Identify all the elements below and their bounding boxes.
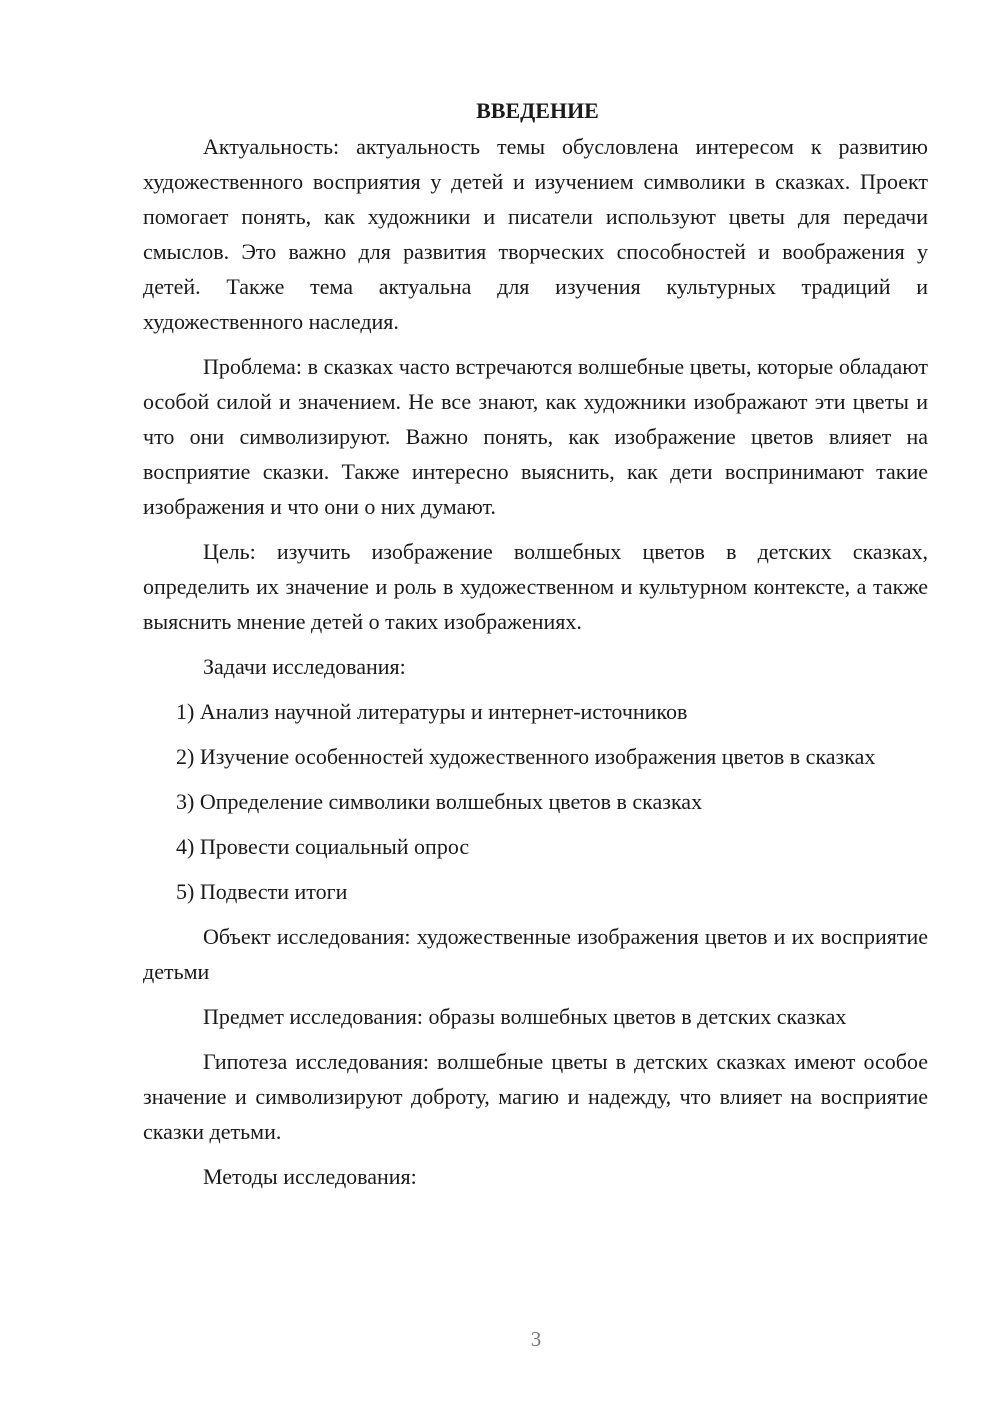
goal-paragraph: Цель: изучить изображение волшебных цветов в детских сказках, определить их значение и роль в художественном и культурном контексте, а также выяснить мнение детей о таких изображениях. <box>143 539 928 634</box>
task-item-4: 4) Провести социальный опрос <box>176 834 470 859</box>
page-number: 3 <box>530 1327 542 1351</box>
task-item-1: 1) Анализ научной литературы и интернет-источников <box>176 699 688 724</box>
task-item-3: 3) Определение символики волшебных цветов в сказках <box>176 789 703 814</box>
problem-paragraph: Проблема: в сказках часто встречаются волшебные цветы, которые обладают особой силой и значением. Не все знают, как художники изображают эти цветы и что они символизируют. Важно понять, как изображение цветов влияет на восприятие сказки. Также интересно выяснить, как дети воспринимают такие изображения и что они о них думают. <box>143 354 928 519</box>
section-heading: ВВЕДЕНИЕ <box>476 98 599 123</box>
tasks-heading: Задачи исследования: <box>203 654 406 679</box>
task-item-5: 5) Подвести итоги <box>176 879 348 904</box>
object-paragraph: Объект исследования: художественные изображения цветов и их восприятие детьми <box>143 924 928 984</box>
subject-paragraph: Предмет исследования: образы волшебных цветов в детских сказках <box>203 1004 847 1029</box>
hypothesis-paragraph: Гипотеза исследования: волшебные цветы в детских сказках имеют особое значение и символизируют доброту, магию и надежду, что влияет на восприятие сказки детьми. <box>143 1049 928 1144</box>
task-item-2: 2) Изучение особенностей художественного изображения цветов в сказках <box>176 744 876 769</box>
methods-heading: Методы исследования: <box>203 1164 417 1189</box>
relevance-paragraph: Актуальность: актуальность темы обусловлена интересом к развитию художественного восприятия у детей и изучением символики в сказках. Проект помогает понять, как художники и писатели используют цветы для передачи смыслов. Это важно для развития творческих способностей и воображения у детей. Также тема актуальна для изучения культурных традиций и художественного наследия. <box>143 134 928 334</box>
document-body <box>143 93 928 1204</box>
